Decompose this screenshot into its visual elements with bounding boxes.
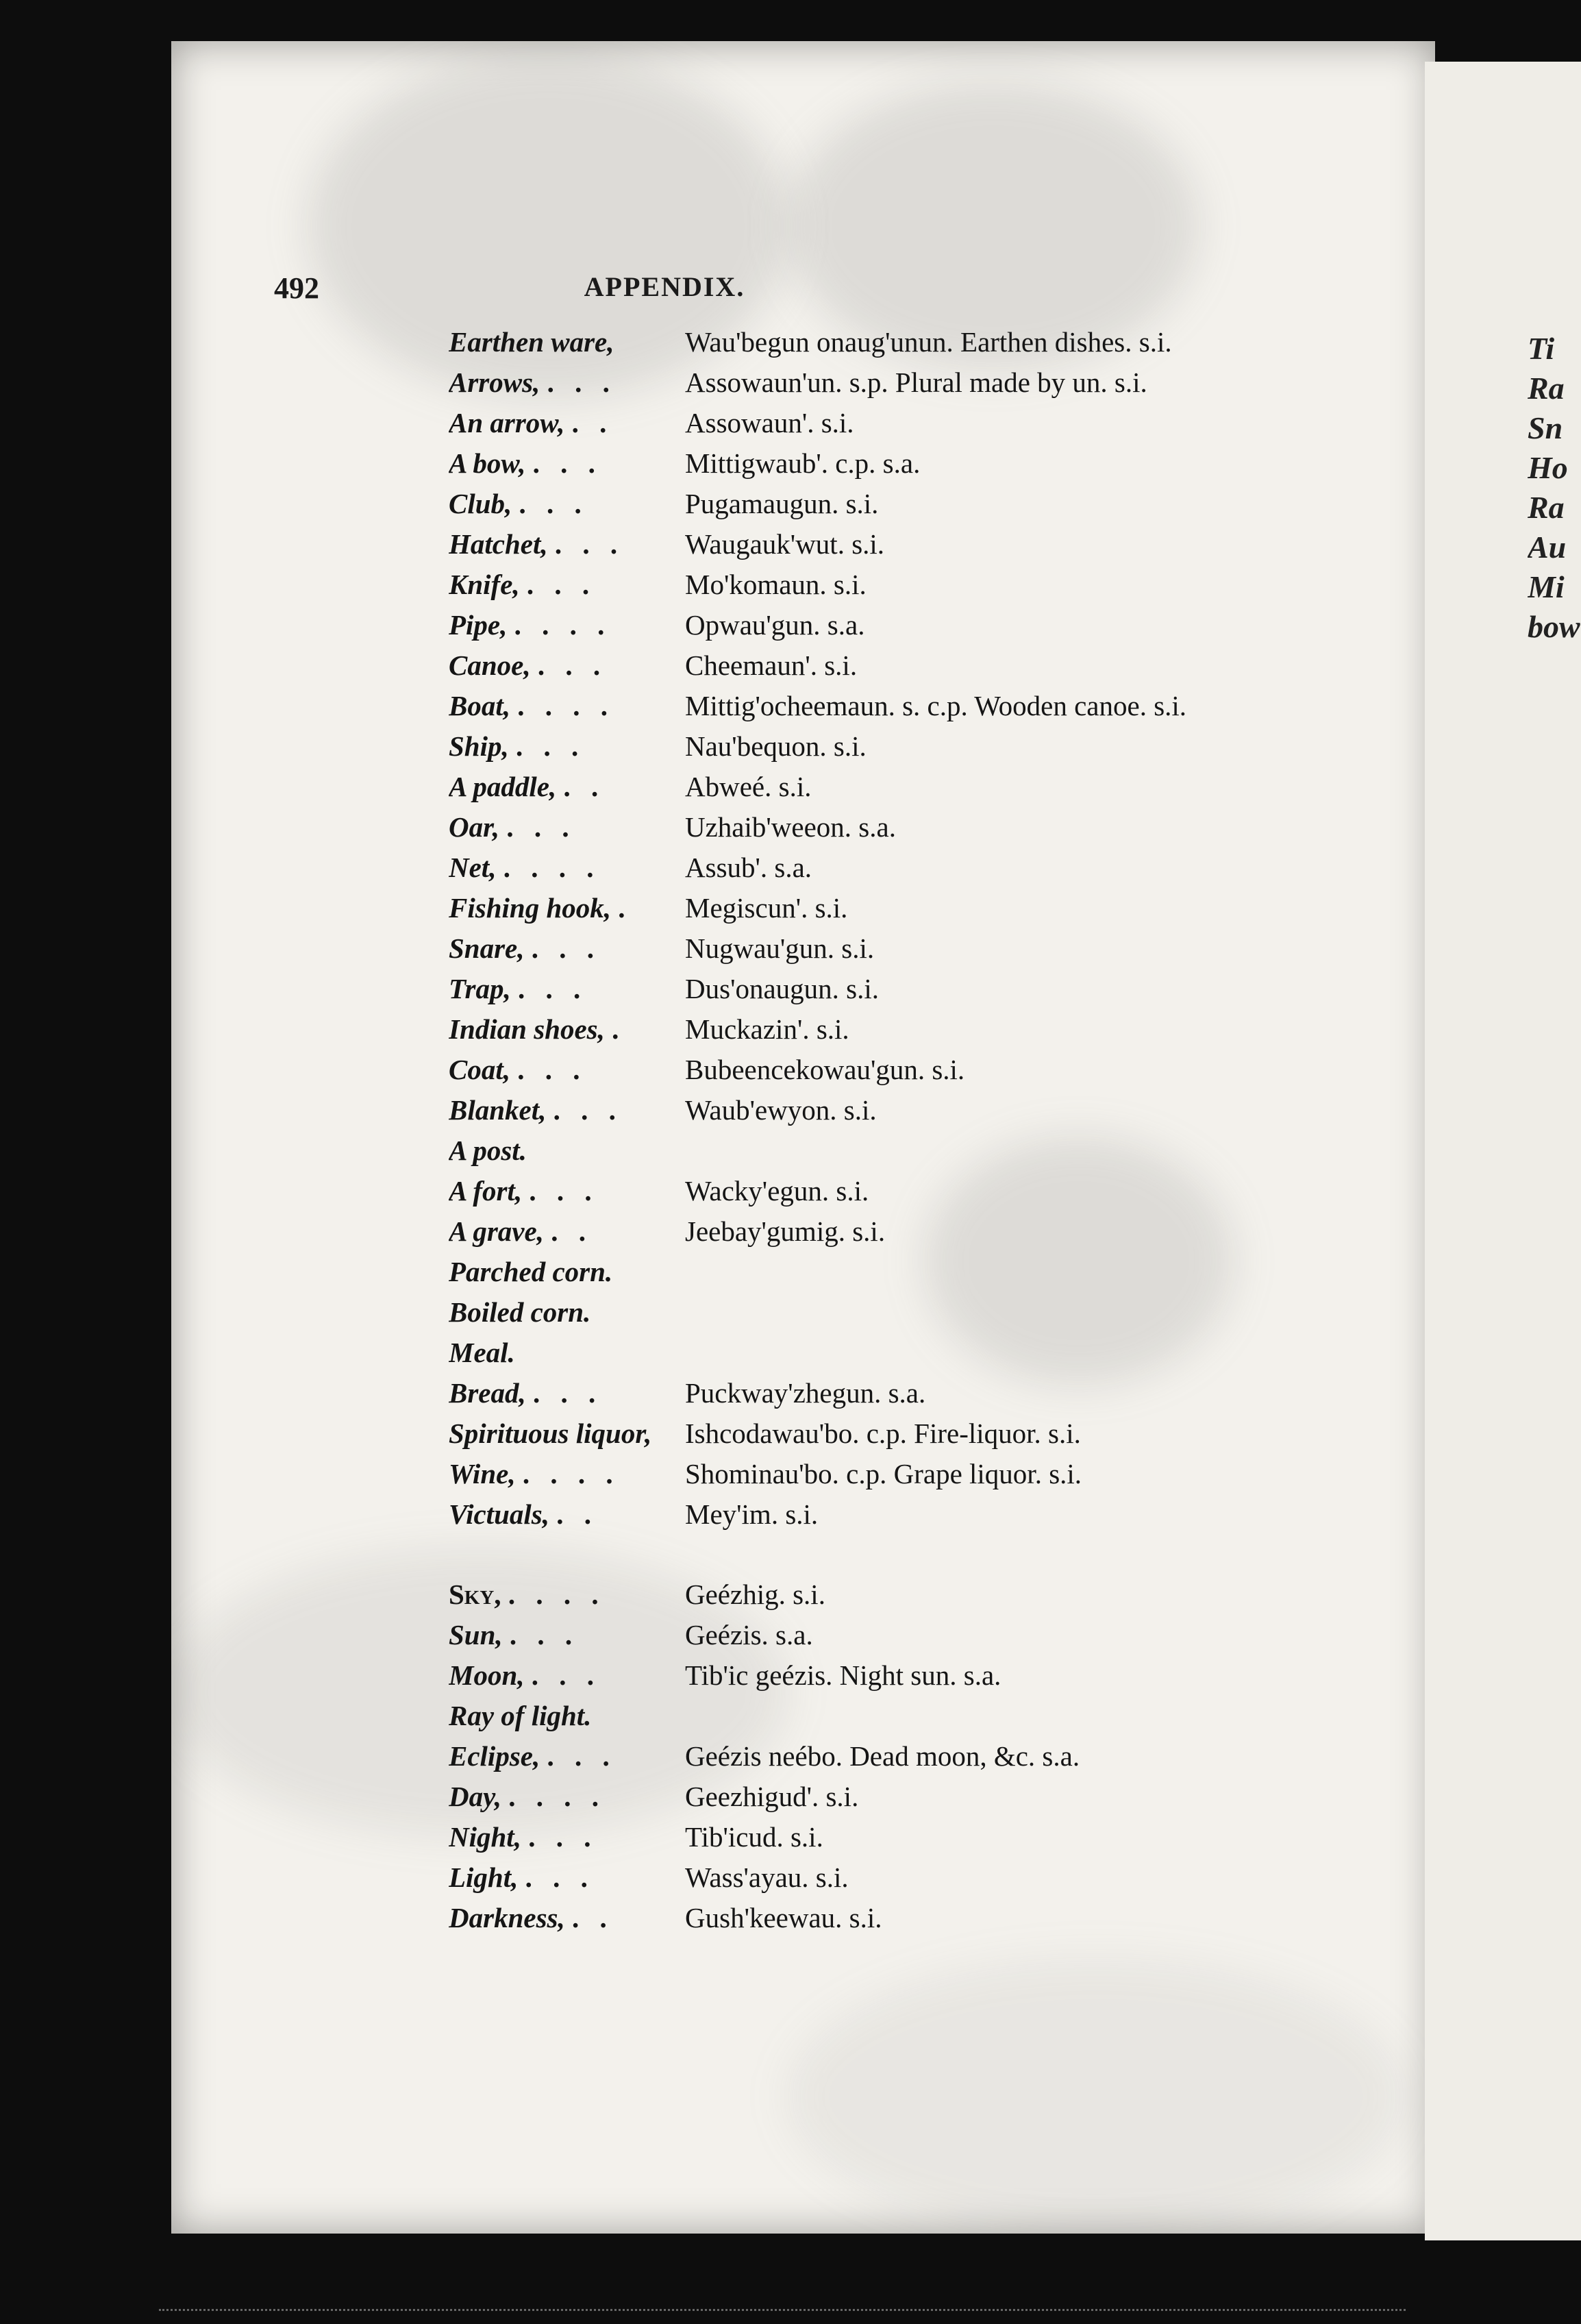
- vocab-entry: [449, 807, 1476, 848]
- leader-dots: . . .: [531, 1659, 601, 1691]
- english-term: [449, 807, 685, 848]
- leader-dots: . . . .: [508, 1781, 606, 1812]
- english-term-text: Eclipse,: [449, 1740, 540, 1772]
- english-term-text: Moon,: [449, 1659, 525, 1691]
- leader-dots: . . .: [525, 1862, 595, 1893]
- leader-dots: . . .: [537, 650, 608, 681]
- leader-dots: .: [612, 1013, 626, 1045]
- english-term-text: Boat,: [449, 690, 510, 721]
- ojibwe-translation: Puckway'zhegun. s.a.: [685, 1377, 926, 1409]
- english-term: [449, 524, 685, 565]
- ojibwe-translation: Waugauk'wut. s.i.: [685, 528, 885, 560]
- leader-dots: . .: [556, 1498, 598, 1530]
- vocab-entry: [449, 1292, 1476, 1333]
- adjacent-page-fragments: [1528, 329, 1581, 647]
- vocab-entry: [449, 1736, 1476, 1777]
- adjacent-fragment: Ho: [1528, 450, 1568, 485]
- ojibwe-translation: Opwau'gun. s.a.: [685, 609, 865, 641]
- running-title: APPENDIX.: [584, 271, 745, 302]
- english-term: [449, 1857, 685, 1898]
- english-term: [449, 969, 685, 1009]
- ojibwe-translation: Uzhaib'weeon. s.a.: [685, 811, 896, 843]
- page-edge: [159, 2309, 1406, 2314]
- english-term: [449, 1574, 685, 1615]
- page-number: 492: [274, 271, 319, 305]
- english-term-text: Net,: [449, 852, 497, 883]
- english-term-text: Oar,: [449, 811, 500, 843]
- leader-dots: . . .: [533, 1377, 603, 1409]
- vocab-entry: [449, 1171, 1476, 1211]
- leader-dots: . . . .: [517, 690, 614, 721]
- vocab-entry: [449, 362, 1476, 403]
- leader-dots: . . . .: [508, 1579, 606, 1610]
- ojibwe-translation: Bubeencekowau'gun. s.i.: [685, 1054, 965, 1085]
- english-term: [449, 1494, 685, 1535]
- ojibwe-translation: Waub'ewyon. s.i.: [685, 1094, 877, 1126]
- leader-dots: . . .: [547, 367, 617, 398]
- english-term-text: Blanket,: [449, 1094, 547, 1126]
- vocab-entry: [449, 1413, 1476, 1454]
- leader-dots: . . .: [517, 973, 588, 1004]
- vocab-entry: [449, 645, 1476, 686]
- leader-dots: . .: [563, 771, 606, 802]
- vocabulary-list: [449, 322, 1476, 1938]
- english-term-text: An arrow,: [449, 407, 565, 438]
- english-term: [449, 1655, 685, 1696]
- vocab-entry: [449, 443, 1476, 484]
- vocab-entry: [449, 1454, 1476, 1494]
- leader-dots: . . .: [528, 1821, 598, 1853]
- english-term: [449, 1777, 685, 1817]
- english-term-text: Victuals,: [449, 1498, 549, 1530]
- vocab-entry: [449, 1898, 1476, 1938]
- english-term-text: Darkness,: [449, 1902, 565, 1933]
- adjacent-fragment: Sn: [1528, 410, 1563, 445]
- english-term: [449, 362, 685, 403]
- vocab-entry: [449, 1050, 1476, 1090]
- ojibwe-translation: Pugamaugun. s.i.: [685, 488, 879, 519]
- english-term-text: Night,: [449, 1821, 521, 1853]
- vocab-entry: [449, 928, 1476, 969]
- leader-dots: . . .: [553, 1094, 623, 1126]
- ojibwe-translation: Tib'icud. s.i.: [685, 1821, 823, 1853]
- english-term: [449, 403, 685, 443]
- english-term: [449, 1817, 685, 1857]
- ojibwe-translation: Gush'keewau. s.i.: [685, 1902, 882, 1933]
- adjacent-fragment: bow: [1528, 609, 1580, 644]
- english-term-text: Hatchet,: [449, 528, 548, 560]
- leader-dots: . .: [571, 1902, 614, 1933]
- english-term-text: A fort,: [449, 1175, 523, 1207]
- english-term: [449, 1373, 685, 1413]
- vocab-entry: [449, 1817, 1476, 1857]
- english-term-text: Ship,: [449, 730, 509, 762]
- english-term: [449, 928, 685, 969]
- english-term: [449, 1413, 685, 1454]
- vocab-entry: [449, 1333, 1476, 1373]
- vocab-entry: [449, 484, 1476, 524]
- english-term-text: Earthen ware,: [449, 326, 614, 358]
- vocab-entry: [449, 1373, 1476, 1413]
- ojibwe-translation: Wau'begun onaug'unun. Earthen dishes. s.i.: [685, 326, 1172, 358]
- vocab-entry: [449, 1211, 1476, 1252]
- ojibwe-translation: Geézhig. s.i.: [685, 1579, 825, 1610]
- english-term: [449, 1252, 685, 1292]
- vocab-entry: [449, 1777, 1476, 1817]
- english-term: [449, 1171, 685, 1211]
- ojibwe-translation: Mittig'ocheemaun. s. c.p. Wooden canoe. s.i.: [685, 690, 1187, 721]
- ojibwe-translation: Wass'ayau. s.i.: [685, 1862, 849, 1893]
- adjacent-fragment: Ra: [1528, 490, 1565, 525]
- english-term: [449, 645, 685, 686]
- english-term-text: Meal.: [449, 1337, 515, 1368]
- english-term: [449, 484, 685, 524]
- english-term: [449, 443, 685, 484]
- leader-dots: . . .: [516, 730, 586, 762]
- ojibwe-translation: Megiscun'. s.i.: [685, 892, 848, 924]
- english-term-text: A grave,: [449, 1215, 544, 1247]
- leader-dots: . .: [551, 1215, 593, 1247]
- english-term-text: Indian shoes,: [449, 1013, 605, 1045]
- english-term: [449, 1696, 685, 1736]
- english-term: [449, 1009, 685, 1050]
- leader-dots: . . .: [517, 1054, 587, 1085]
- ojibwe-translation: Abweé. s.i.: [685, 771, 812, 802]
- vocab-entry: [449, 565, 1476, 605]
- english-term: [449, 848, 685, 888]
- ojibwe-translation: Nugwau'gun. s.i.: [685, 932, 875, 964]
- english-term: [449, 322, 685, 362]
- leader-dots: . .: [571, 407, 614, 438]
- vocab-entry: [449, 1696, 1476, 1736]
- english-term-text: Snare,: [449, 932, 525, 964]
- leader-dots: . . . .: [522, 1458, 620, 1489]
- vocab-entry: [449, 524, 1476, 565]
- english-term-text: Sky,: [449, 1579, 501, 1610]
- leader-dots: . . .: [519, 488, 588, 519]
- english-term: [449, 1130, 685, 1171]
- english-term: [449, 1333, 685, 1373]
- ojibwe-translation: Muckazin'. s.i.: [685, 1013, 849, 1045]
- leader-dots: . . .: [526, 569, 597, 600]
- english-term-text: Club,: [449, 488, 512, 519]
- water-stain: [788, 1960, 1404, 2234]
- english-term-text: Arrows,: [449, 367, 540, 398]
- leader-dots: . . .: [547, 1740, 617, 1772]
- adjacent-fragment: Mi: [1528, 569, 1565, 604]
- vocab-entry: [449, 1090, 1476, 1130]
- english-term: [449, 1050, 685, 1090]
- vocab-entry: [449, 322, 1476, 362]
- leader-dots: . . .: [531, 932, 601, 964]
- vocab-entry: [449, 726, 1476, 767]
- vocab-entry: [449, 1655, 1476, 1696]
- english-term-text: Parched corn.: [449, 1256, 613, 1287]
- english-term: [449, 1736, 685, 1777]
- ojibwe-translation: Dus'onaugun. s.i.: [685, 973, 879, 1004]
- english-term: [449, 686, 685, 726]
- english-term-text: Bread,: [449, 1377, 526, 1409]
- ojibwe-translation: Mo'komaun. s.i.: [685, 569, 867, 600]
- ojibwe-translation: Nau'bequon. s.i.: [685, 730, 867, 762]
- vocab-entry: [449, 1857, 1476, 1898]
- vocab-entry: [449, 1252, 1476, 1292]
- leader-dots: . . .: [554, 528, 625, 560]
- ojibwe-translation: Assowaun'un. s.p. Plural made by un. s.i.: [685, 367, 1147, 398]
- leader-dots: . . . .: [503, 852, 601, 883]
- english-term-text: Pipe,: [449, 609, 508, 641]
- vocab-entry: [449, 1574, 1476, 1615]
- english-term: [449, 767, 685, 807]
- ojibwe-translation: Assub'. s.a.: [685, 852, 812, 883]
- english-term: [449, 605, 685, 645]
- leader-dots: . . .: [529, 1175, 599, 1207]
- ojibwe-translation: Mittigwaub'. c.p. s.a.: [685, 447, 921, 479]
- leader-dots: . . .: [509, 1619, 580, 1651]
- vocab-entry: [449, 969, 1476, 1009]
- english-term: [449, 1090, 685, 1130]
- leader-dots: . . .: [532, 447, 602, 479]
- english-term: [449, 1615, 685, 1655]
- ojibwe-translation: Assowaun'. s.i.: [685, 407, 854, 438]
- english-term: [449, 1292, 685, 1333]
- english-term-text: A paddle,: [449, 771, 557, 802]
- english-term-text: Coat,: [449, 1054, 510, 1085]
- vocab-entry: [449, 1494, 1476, 1535]
- english-term: [449, 888, 685, 928]
- english-term-text: Light,: [449, 1862, 519, 1893]
- ojibwe-translation: Geézis. s.a.: [685, 1619, 813, 1651]
- english-term-text: Ray of light.: [449, 1700, 592, 1731]
- ojibwe-translation: Geezhigud'. s.i.: [685, 1781, 859, 1812]
- english-term-text: Trap,: [449, 973, 511, 1004]
- adjacent-fragment: Ra: [1528, 371, 1565, 406]
- english-term: [449, 726, 685, 767]
- leader-dots: . . . .: [514, 609, 612, 641]
- english-term: [449, 1454, 685, 1494]
- leader-dots: .: [618, 892, 632, 924]
- english-term-text: Boiled corn.: [449, 1296, 591, 1328]
- english-term: [449, 565, 685, 605]
- ojibwe-translation: Wacky'egun. s.i.: [685, 1175, 869, 1207]
- adjacent-fragment: Au: [1528, 530, 1567, 565]
- vocab-entry: [449, 1130, 1476, 1171]
- english-term-text: A post.: [449, 1135, 527, 1166]
- ojibwe-translation: Cheemaun'. s.i.: [685, 650, 858, 681]
- ojibwe-translation: Jeebay'gumig. s.i.: [685, 1215, 886, 1247]
- vocab-entry: [449, 1615, 1476, 1655]
- english-term-text: A bow,: [449, 447, 526, 479]
- english-term-text: Canoe,: [449, 650, 531, 681]
- vocab-entry: [449, 848, 1476, 888]
- adjacent-fragment: Ti: [1528, 331, 1555, 366]
- ojibwe-translation: Tib'ic geézis. Night sun. s.a.: [685, 1659, 1001, 1691]
- vocab-entry: [449, 888, 1476, 928]
- ojibwe-translation: Ishcodawau'bo. c.p. Fire-liquor. s.i.: [685, 1418, 1081, 1449]
- english-term: [449, 1211, 685, 1252]
- vocab-entry: [449, 605, 1476, 645]
- english-term: [449, 1898, 685, 1938]
- leader-dots: . . .: [506, 811, 576, 843]
- vocab-entry: [449, 403, 1476, 443]
- english-term-text: Spirituous liquor,: [449, 1418, 652, 1449]
- english-term-text: Sun,: [449, 1619, 503, 1651]
- vocab-entry: [449, 1009, 1476, 1050]
- english-term-text: Day,: [449, 1781, 502, 1812]
- english-term-text: Wine,: [449, 1458, 516, 1489]
- english-term-text: Knife,: [449, 569, 520, 600]
- vocab-entry: [449, 686, 1476, 726]
- ojibwe-translation: Shominau'bo. c.p. Grape liquor. s.i.: [685, 1458, 1082, 1489]
- ojibwe-translation: Geézis neébo. Dead moon, &c. s.a.: [685, 1740, 1080, 1772]
- vocab-entry: [449, 767, 1476, 807]
- ojibwe-translation: Mey'im. s.i.: [685, 1498, 819, 1530]
- english-term-text: Fishing hook,: [449, 892, 611, 924]
